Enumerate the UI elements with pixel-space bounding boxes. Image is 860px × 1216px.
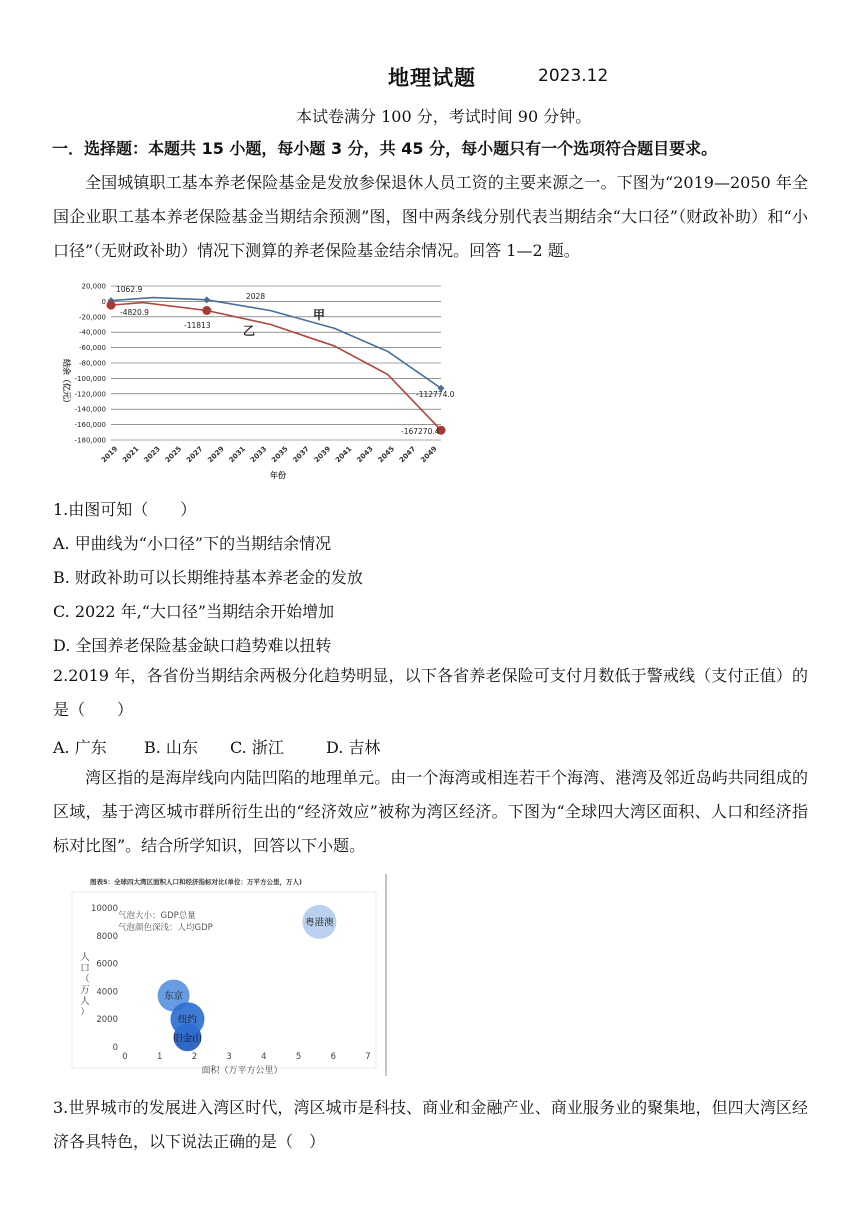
legend-note-size: 气泡大小：GDP总量	[118, 911, 196, 921]
x-tick-label: 2031	[227, 444, 248, 465]
q1-option-c: C. 2022 年,“大口径”当期结余开始增加	[53, 602, 335, 621]
annotation-112774: -112774.0	[416, 390, 455, 399]
page-title: 地理试题	[388, 66, 476, 90]
exam-date: 2023.12	[538, 66, 609, 86]
q2-stem: 2.2019 年，各省份当期结余两极分化趋势明显，以下各省养老保险可支付月数低于警戒线（支付正值）的是（ ）	[53, 666, 808, 719]
bubble-label-3: 旧金山	[173, 1033, 202, 1045]
y-tick-label: -100,000	[74, 374, 106, 383]
x-tick-label: 1	[157, 1052, 163, 1062]
y-axis-label	[80, 951, 90, 1018]
y-tick-label: 10000	[90, 904, 118, 914]
y-axis-ticks	[75, 283, 106, 445]
series-label-jia: 甲	[313, 308, 326, 322]
y-tick-label: -140,000	[74, 405, 106, 414]
data-point	[202, 306, 211, 315]
x-axis-label: 年份	[270, 471, 286, 480]
x-axis-ticks	[100, 445, 439, 465]
pension-balance-chart	[56, 278, 455, 486]
q1-option-d: D. 全国养老保险基金缺口趋势难以扭转	[53, 636, 332, 655]
q1-option-a: A. 甲曲线为“小口径”下的当期结余情况	[53, 534, 332, 553]
x-tick-label: 2019	[99, 444, 120, 465]
annotation-4820-9: -4820.9	[120, 308, 149, 317]
q2-option-c: C. 浙江	[230, 738, 284, 757]
q2-option-a: A. 广东	[53, 738, 107, 757]
x-tick-label: 2041	[334, 444, 354, 465]
y-label-char: 口	[80, 963, 90, 974]
x-tick-label: 2033	[248, 444, 269, 465]
x-tick-label: 2045	[376, 444, 397, 465]
x-axis-label: 面积（万平方公里）	[201, 1066, 283, 1076]
y-tick-label: -180,000	[74, 436, 106, 445]
x-tick-label: 2035	[270, 444, 290, 465]
x-tick-label: 0	[122, 1052, 128, 1062]
y-tick-label: -160,000	[74, 421, 106, 430]
bay-area-bubble-chart	[52, 870, 388, 1076]
y-tick-label: 0	[112, 1043, 118, 1053]
x-tick-label: 2047	[397, 444, 418, 465]
x-tick-label: 2023	[142, 444, 162, 465]
y-tick-label: 6000	[96, 959, 118, 970]
data-point	[107, 301, 116, 310]
y-label-char: ）	[80, 1007, 90, 1018]
x-tick-label: 2049	[419, 444, 439, 465]
series-line-0	[111, 298, 441, 389]
x-tick-label: 2039	[312, 444, 333, 465]
chart-gridlines	[111, 286, 441, 440]
y-label-char: 人	[80, 952, 90, 963]
x-tick-label: 7	[365, 1052, 371, 1062]
q2-option-d: D. 吉林	[326, 738, 381, 757]
y-tick-label: 4000	[96, 987, 118, 998]
y-tick-label: -40,000	[78, 328, 106, 337]
y-tick-label: -80,000	[78, 359, 106, 368]
x-tick-label: 5	[295, 1052, 302, 1062]
x-tick-label: 2043	[355, 444, 375, 465]
x-tick-label: 2021	[121, 444, 141, 465]
x-tick-label: 2027	[185, 444, 205, 465]
x-tick-label: 2	[191, 1052, 198, 1062]
y-tick-label: -60,000	[78, 344, 106, 353]
series-line-1	[111, 303, 441, 431]
y-label-char: （	[80, 974, 90, 985]
q2-option-b: B. 山东	[144, 738, 198, 757]
data-point	[203, 296, 210, 303]
section-heading: 一．选择题：本题共 15 小题，每小题 3 分，共 45 分，每小题只有一个选项符合题目要求。	[52, 139, 718, 158]
bubble-chart-title: 图表5：全球四大湾区面积人口和经济指标对比(单位：万平方公里，万人)	[90, 878, 302, 886]
annotation-2028: 2028	[246, 292, 266, 301]
x-tick-label: 6	[330, 1052, 336, 1062]
y-label-char: 人	[80, 996, 90, 1007]
y-tick-label: 2000	[96, 1015, 118, 1026]
y-label-char: 万	[80, 985, 90, 996]
y-tick-label: 8000	[96, 931, 118, 942]
x-tick-label: 3	[226, 1052, 232, 1062]
y-tick-label: 0	[101, 297, 106, 306]
x-tick-label: 4	[261, 1052, 267, 1062]
bubble-label-2: 纽约	[177, 1014, 197, 1026]
x-tick-label: 2025	[163, 444, 184, 465]
q1-option-b: B. 财政补助可以长期维持基本养老金的发放	[53, 568, 363, 587]
q3-stem: 3.世界城市的发展进入湾区时代，湾区城市是科技、商业和金融产业、商业服务业的聚集地，但四大湾区经济各具特色，以下说法正确的是（ ）	[53, 1098, 808, 1151]
annotation-11813: -11813	[184, 321, 211, 330]
q1-stem: 1.由图可知（ ）	[53, 500, 197, 519]
y-axis-label: 结余（亿元）	[62, 359, 71, 407]
passage-pension: 全国城镇职工基本养老保险基金是发放参保退休人员工资的主要来源之一。下图为“2019—2050 年全国企业职工基本养老保险基金当期结余预测”图，图中两条线分别代表当期结余“大口径”（财政补助）和“小口径”（无财政补助）情况下测算的养老保险基金结余情况。回答 1—2 题。	[53, 173, 808, 260]
annotation-167270: -167270.4	[401, 427, 440, 436]
x-tick-label: 2029	[206, 444, 226, 465]
bubble-label-0: 粤港澳	[305, 917, 334, 929]
exam-info: 本试卷满分 100 分，考试时间 90 分钟。	[296, 107, 592, 126]
series-label-yi: 乙	[243, 324, 256, 338]
y-tick-label: -120,000	[74, 390, 106, 399]
y-tick-label: -20,000	[78, 313, 106, 322]
y-tick-label: 20,000	[81, 282, 106, 291]
x-tick-label: 2037	[291, 444, 311, 465]
passage-bay-area: 湾区指的是海岸线向内陆凹陷的地理单元。由一个海湾或相连若干个海湾、港湾及邻近岛屿共同组成的区域，基于湾区城市群所衍生出的“经济效应”被称为湾区经济。下图为“全球四大湾区面积、人口和经济指标对比图”。结合所学知识，回答以下小题。	[53, 768, 808, 855]
legend-note-color: 气泡颜色深浅：人均GDP	[118, 923, 213, 933]
annotation-1062-9: 1062.9	[116, 285, 143, 294]
bubble-label-1: 东京	[164, 991, 184, 1003]
